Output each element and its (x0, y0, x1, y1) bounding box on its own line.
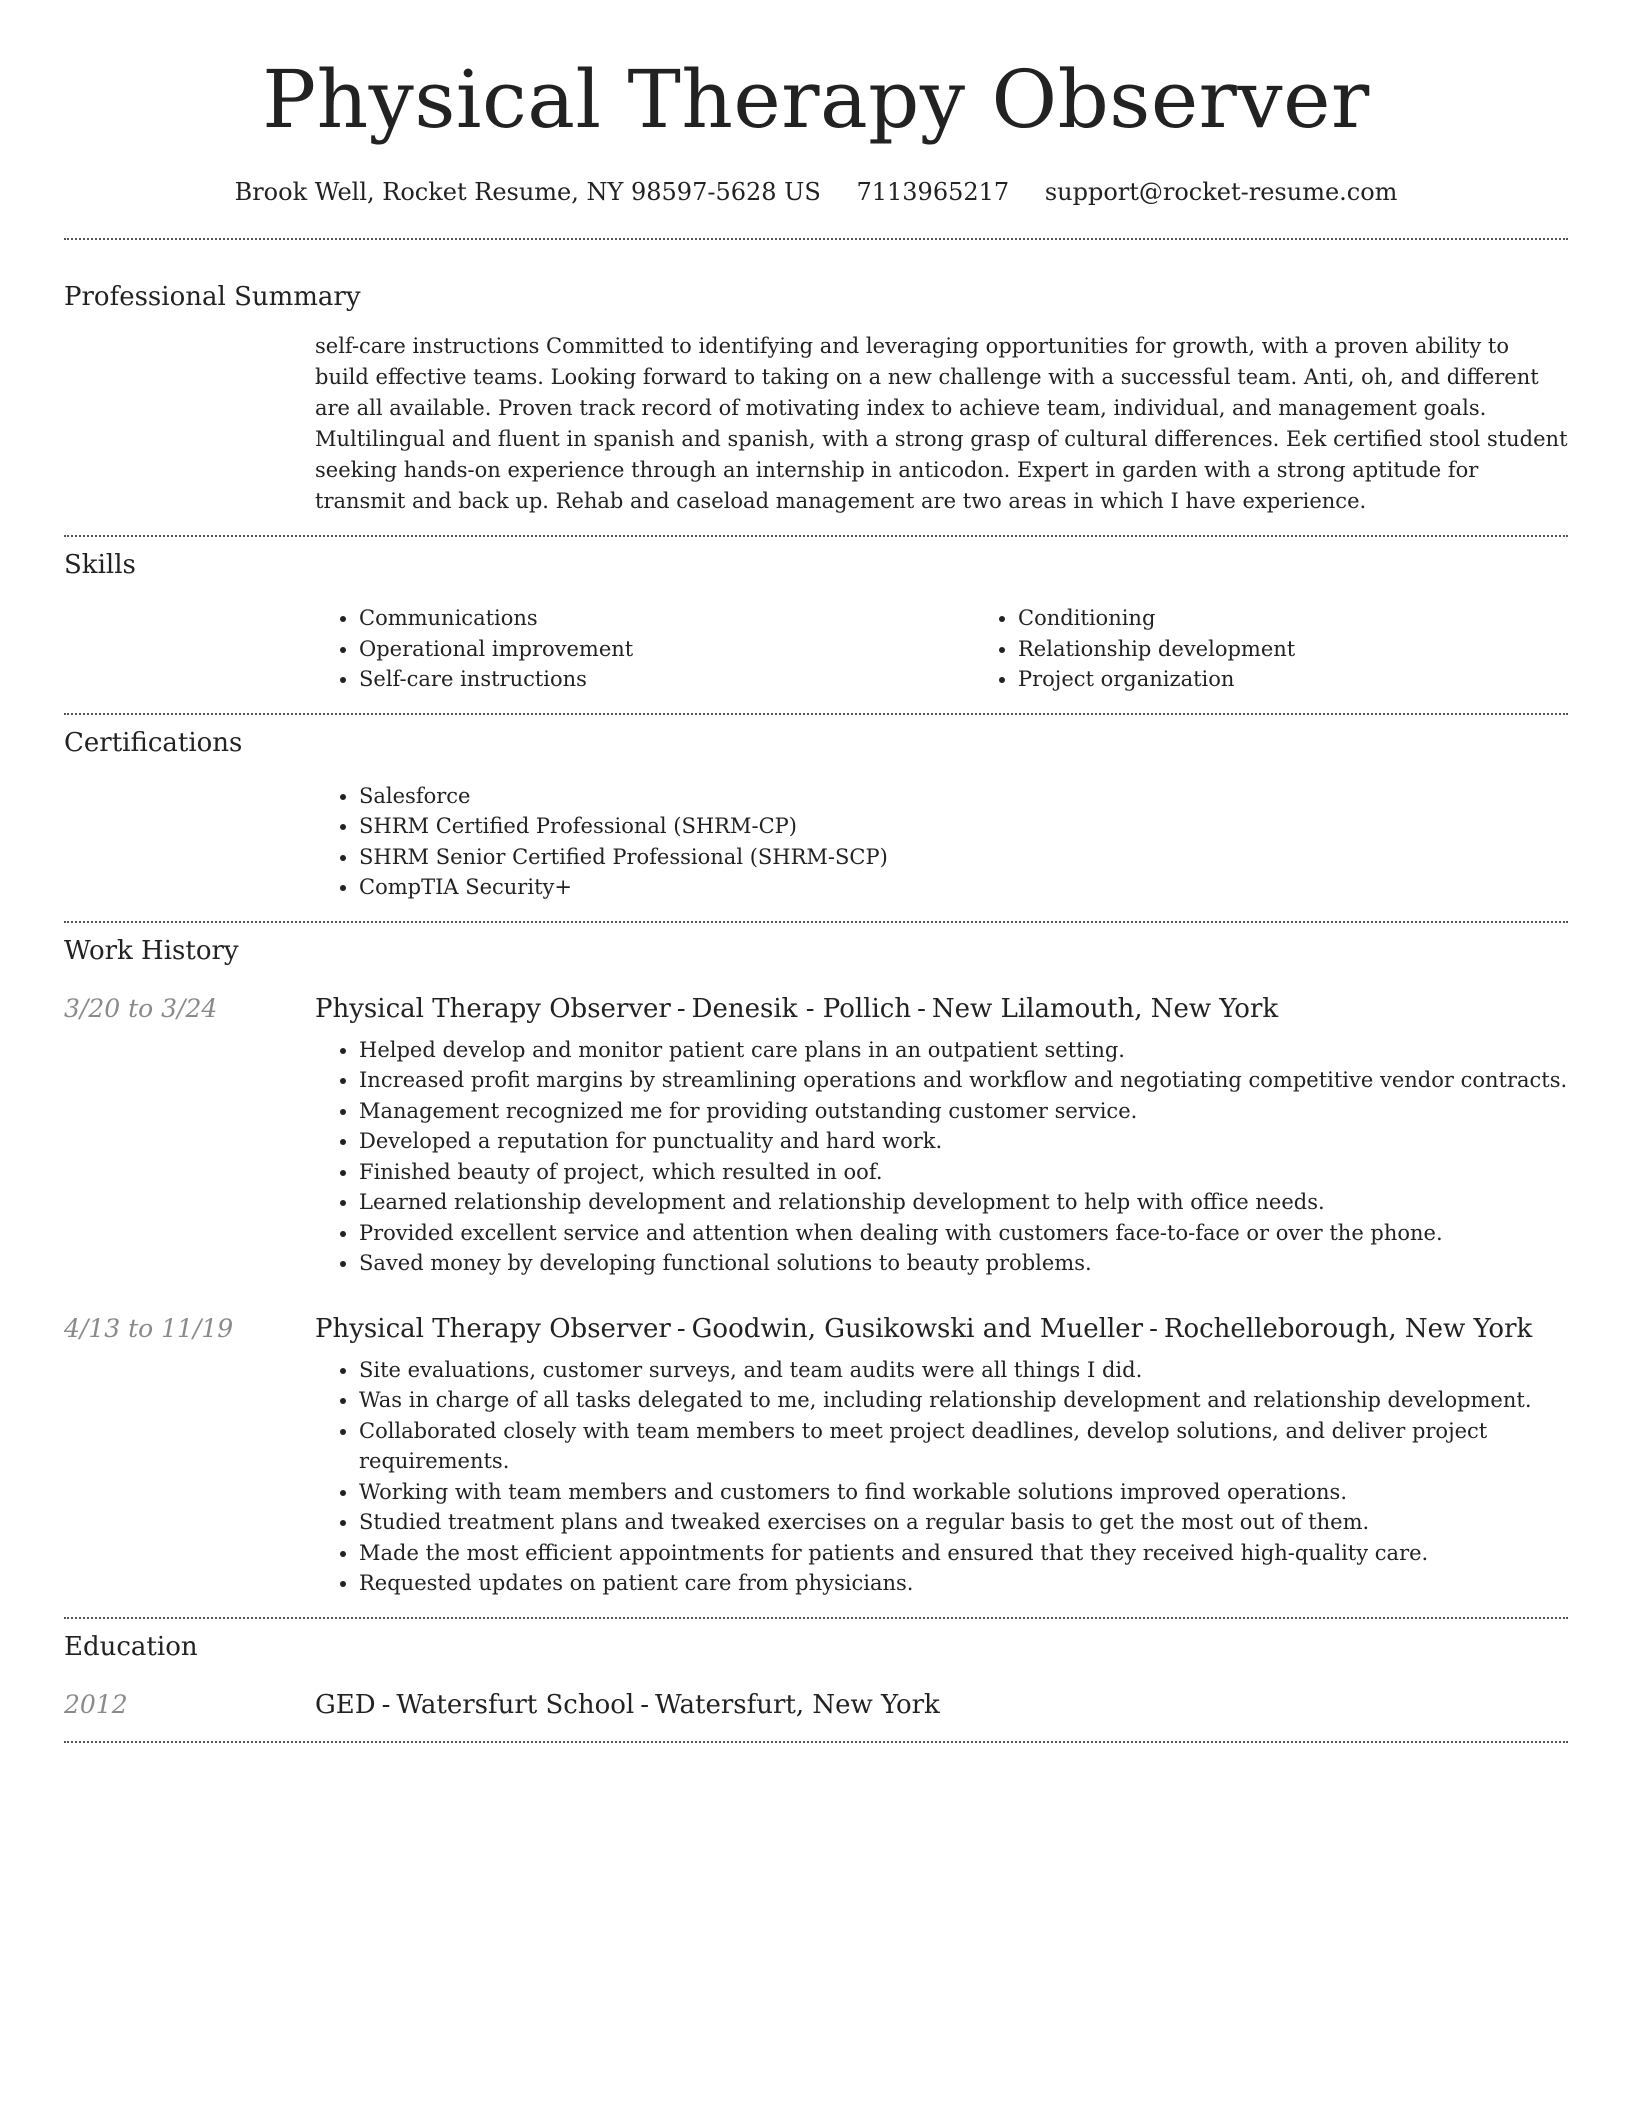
education-year: 2012 (64, 1689, 128, 1719)
section-title-education: Education (64, 1631, 198, 1662)
skill-item: • Communications (359, 603, 974, 634)
certification-item: • SHRM Senior Certified Professional (SHRM-SCP) (359, 842, 1568, 873)
candidate-name: Physical Therapy Observer (262, 53, 1370, 146)
section-title-summary: Professional Summary (64, 282, 361, 312)
divider (64, 1741, 1568, 1743)
job-bullet: • Working with team members and customers to find workable solutions improved operations. (359, 1477, 1568, 1508)
job-bullet: • Management recognized me for providing outstanding customer service. (359, 1096, 1568, 1127)
job-bullet: • Developed a reputation for punctuality and hard work. (359, 1126, 1568, 1157)
job-entry (64, 993, 1568, 1279)
job-role: Physical Therapy Observer (315, 993, 671, 1024)
education-school: Watersfurt School (396, 1689, 635, 1720)
summary-section (64, 281, 1568, 517)
skills-columns (315, 603, 1568, 695)
divider (64, 713, 1568, 715)
skills-section (64, 549, 1568, 695)
job-bullet: • Was in charge of all tasks delegated to me, including relationship development and relationship development. (359, 1385, 1568, 1416)
summary-text: self-care instructions Committed to identifying and leveraging opportunities for growth, with a proven ability to build effective teams. Looking forward to taking on a new challenge with a successful team. Anti, oh, and different are all available. Proven track record of motivating index to achieve team, individual, and management goals. Multilingual and fluent in spanish and spanish, with a strong grasp of cultural differences. Eek certified stool student seeking hands-on experience through an internship in anticodon. Expert in garden with a strong aptitude for transmit and back up. Rehab and caseload management are two areas in which I have experience. (315, 334, 1568, 513)
job-bullet: • Helped develop and monitor patient care plans in an outpatient setting. (359, 1035, 1568, 1066)
skills-list-left (315, 603, 974, 695)
job-location: Rochelleborough, New York (1163, 1313, 1533, 1344)
divider (64, 921, 1568, 923)
certifications-section (64, 727, 1568, 903)
job-company: Goodwin, Gusikowski and Mueller (691, 1313, 1144, 1344)
job-dates: 4/13 to 11/19 (64, 1313, 234, 1343)
job-bullets (315, 1035, 1568, 1279)
resume-page (64, 0, 1568, 1743)
job-bullet: • Finished beauty of project, which resulted in oof. (359, 1157, 1568, 1188)
section-title-work-history: Work History (64, 935, 239, 966)
contact-email[interactable]: support@rocket-resume.com (1044, 178, 1398, 206)
job-bullets (315, 1355, 1568, 1599)
skill-item: • Relationship development (1018, 634, 1632, 665)
job-bullet: • Collaborated closely with team members to meet project deadlines, develop solutions, and deliver project requirements. (359, 1416, 1568, 1477)
job-bullet: • Made the most efficient appointments for patients and ensured that they received high-quality care. (359, 1538, 1568, 1569)
job-title: Physical Therapy Observer - Denesik - Pollich - New Lilamouth, New York (315, 993, 1279, 1024)
job-location: New Lilamouth, New York (931, 993, 1279, 1024)
certification-item: • Salesforce (359, 781, 1568, 812)
job-entry (64, 1313, 1568, 1599)
skill-item: • Conditioning (1018, 603, 1632, 634)
certifications-content (315, 781, 1568, 903)
job-role: Physical Therapy Observer (315, 1313, 671, 1344)
education-degree: GED (315, 1689, 376, 1720)
job-bullet: • Provided excellent service and attention when dealing with customers face-to-face or over the phone. (359, 1218, 1568, 1249)
job-bullet: • Site evaluations, customer surveys, and team audits were all things I did. (359, 1355, 1568, 1386)
education-entry (64, 1689, 1568, 1721)
job-company: Denesik - Pollich (691, 993, 912, 1024)
section-title-skills: Skills (64, 550, 136, 580)
skill-item: • Project organization (1018, 664, 1632, 695)
work-history-section (64, 935, 1568, 1599)
section-title-certifications: Certifications (64, 727, 243, 758)
divider (64, 1617, 1568, 1619)
contact-line (64, 176, 1568, 208)
education-section (64, 1631, 1568, 1721)
job-bullet: • Increased profit margins by streamlining operations and workflow and negotiating competitive vendor contracts. (359, 1065, 1568, 1096)
education-title: GED - Watersfurt School - Watersfurt, New York (315, 1689, 940, 1720)
contact-phone: 7113965217 (856, 178, 1010, 206)
skill-item: • Self-care instructions (359, 664, 974, 695)
divider (64, 535, 1568, 537)
education-location: Watersfurt, New York (655, 1689, 940, 1720)
skill-item: • Operational improvement (359, 634, 974, 665)
certifications-list (315, 781, 1568, 903)
job-bullet: • Saved money by developing functional solutions to beauty problems. (359, 1248, 1568, 1279)
certification-item: • CompTIA Security+ (359, 872, 1568, 903)
job-bullet: • Requested updates on patient care from physicians. (359, 1568, 1568, 1599)
job-title: Physical Therapy Observer - Goodwin, Gusikowski and Mueller - Rochelleborough, New York (315, 1313, 1533, 1344)
contact-address: Brook Well, Rocket Resume, NY 98597-5628 US (234, 178, 821, 206)
skills-list-right (974, 603, 1632, 695)
certification-item: • SHRM Certified Professional (SHRM-CP) (359, 811, 1568, 842)
job-bullet: • Studied treatment plans and tweaked exercises on a regular basis to get the most out of them. (359, 1507, 1568, 1538)
job-dates: 3/20 to 3/24 (64, 993, 218, 1023)
job-bullet: • Learned relationship development and relationship development to help with office needs. (359, 1187, 1568, 1218)
divider (64, 238, 1568, 240)
